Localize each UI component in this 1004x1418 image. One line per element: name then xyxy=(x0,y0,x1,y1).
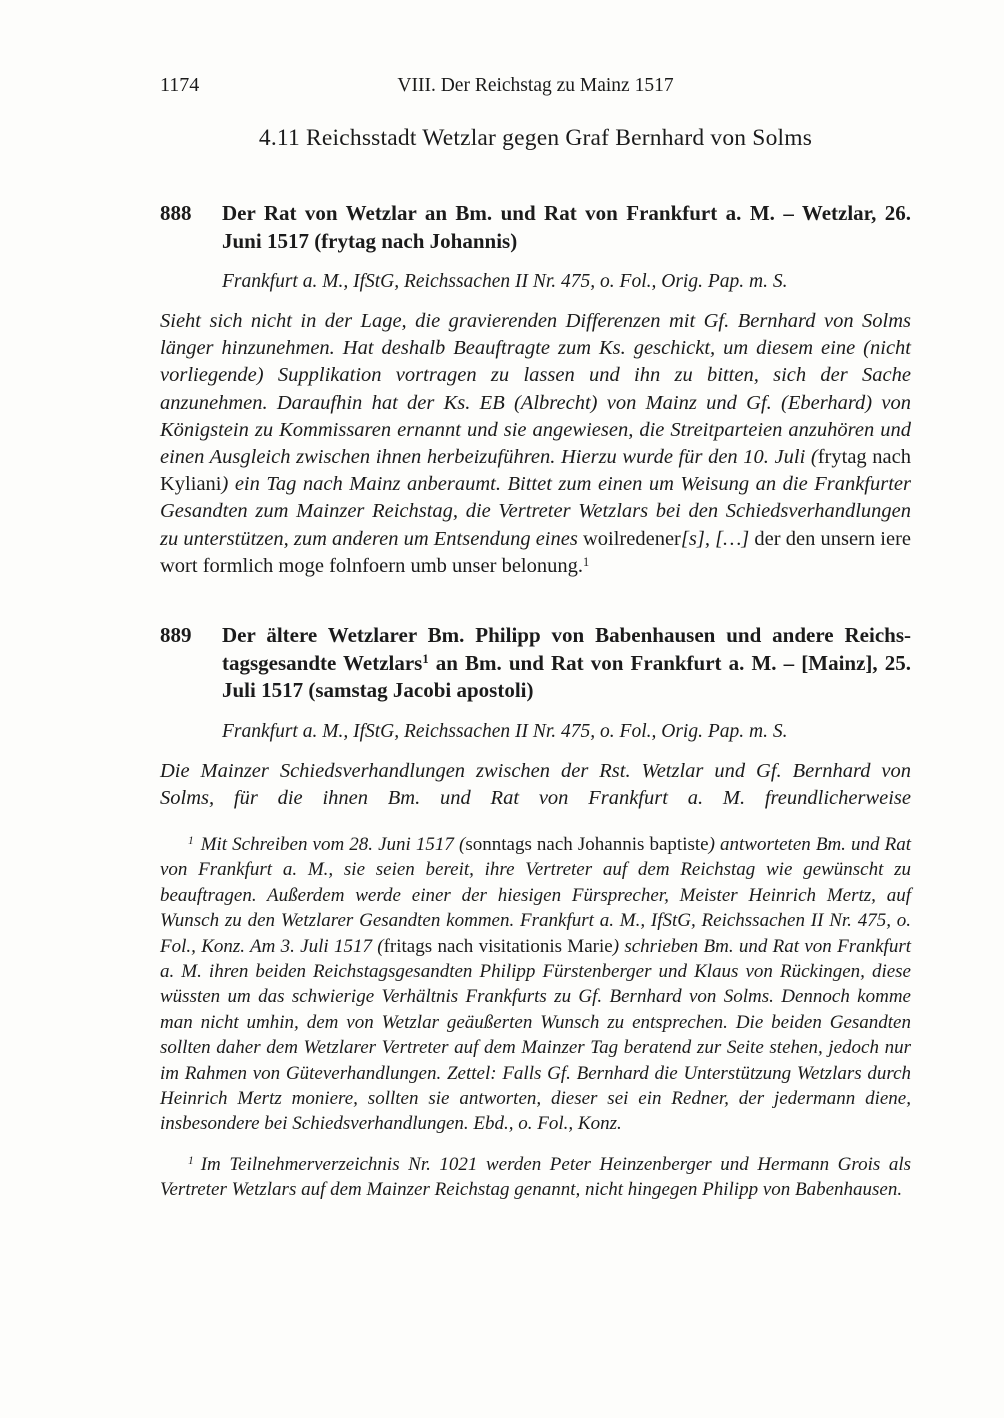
footnote-segment-italic: Im Teilnehmerverzeichnis Nr. 1021 werden Peter Heinzenberger und Hermann Grois als Vertreter Wetzlars auf dem Mainzer Reichstag genannt, nicht hingegen Philipp von Babenhausen. xyxy=(160,1153,911,1201)
footnote-reference-superscript: 1 xyxy=(422,652,429,667)
section-heading: 4.11 Reichsstadt Wetzlar gegen Graf Bernhard von Solms xyxy=(258,125,813,151)
entry-889-title-part1: Der ältere Wetzlarer Bm. Philipp von Babenhausen und andere Reichstagsgesandte Wetzlars xyxy=(222,623,911,675)
footnotes-block xyxy=(160,832,911,1203)
summary-quoted-word-roman: woilredener xyxy=(582,527,681,550)
page-number: 1174 xyxy=(160,74,200,96)
entry-889-heading xyxy=(160,622,911,705)
entry-888-number: 888 xyxy=(160,201,192,225)
footnote-segment-italic: Mit Schreiben vom 28. Juni 1517 ( xyxy=(200,833,466,855)
footnote-segment-italic: ) schrieben Bm. und Rat von Frankfurt a. M. ihren beiden Reichstagsgesandten Philipp Fürstenberger und Klaus von Rückingen, diese wüssten um das schwierige Verhältnis Frankfurts zu Gf. Bernhard von Solms. Dennoch komme man nicht umhin, dem von Wetzlar geäußerten Wunsch zu entsprechen. Die beiden Gesandten sollten daher dem Wetzlarer Vertreter auf dem Mainzer Tag beratend zur Seite stehen, jedoch nur im Rahmen von Güteverhandlungen. Zettel: Falls Gf. Bernhard die Unterstützung Wetzlars durch Heinrich Mertz moniere, sollten sie antworten, dieser sei ein Redner, der jedermann diene, insbesondere bei Schiedsverhandlungen. Ebd., o. Fol., Konz. xyxy=(160,935,911,1135)
summary-quoted-date-roman: frytag nach Kyliani xyxy=(160,446,911,496)
footnote-marker-superscript: 1 xyxy=(188,835,194,848)
page-header xyxy=(160,74,911,100)
footnote-marker-superscript: 1 xyxy=(188,1155,194,1168)
page-content xyxy=(160,0,911,1203)
summary-segment-italic: ) ein Tag nach Mainz anberaumt. Bittet zum einen um Weisung an die Frankfurter Gesandten zum Mainzer Reichstag, die Vertreter Wetzlars bei den Schiedsverhandlungen zu unterstützen, zum anderen um Entsendung eines xyxy=(160,473,911,550)
summary-segment-italic: Die Mainzer Schiedsverhandlungen zwischen der Rst. Wetzlar und Gf. Bernhard von Solms, für die ihnen Bm. und Rat von Frankfurt a. M. freundlicherweise xyxy=(160,759,911,809)
entry-889-summary xyxy=(160,758,911,812)
footnote-reference-superscript: 1 xyxy=(583,554,590,569)
summary-segment-italic: Sieht sich nicht in der Lage, die gravierenden Differenzen mit Gf. Bernhard von Solms länger hinzunehmen. Hat deshalb Beauftragte zum Ks. geschickt, um diesem eine (nicht vorliegende) Supplikation vortragen zu lassen und ihn zu bitten, sich der Sache anzunehmen. Daraufhin hat der Ks. EB (Albrecht) von Mainz und Gf. (Eberhard) von Königstein zu Kommissaren ernannt und sie angewiesen, die Streitparteien anzuhören und einen Ausgleich zwischen ihnen herbeizuführen. Hierzu wurde für den 10. Juli ( xyxy=(160,310,911,469)
entry-889-title xyxy=(222,622,911,705)
entry-888-source-line: Frankfurt a. M., IfStG, Reichssachen II Nr. 475, o. Fol., Orig. Pap. m. S. xyxy=(222,271,788,292)
footnote-date-gloss-roman: sonntags nach Johannis baptiste xyxy=(465,833,709,855)
summary-quoted-phrase-roman: der den unsern iere wort formlich moge folnfoern umb unser belonung. xyxy=(160,527,911,577)
entry-888-heading xyxy=(160,200,911,255)
entry-889-title-part2: an Bm. und Rat von Frankfurt a. M. – [Mainz], 25. Juli 1517 (samstag Jacobi apostoli) xyxy=(222,650,911,703)
footnote-date-gloss-roman: fritags nach visitationis Marie xyxy=(383,935,613,957)
entry-888 xyxy=(160,200,911,580)
summary-segment-italic: [s], […] xyxy=(680,527,755,550)
footnote-888-1 xyxy=(160,832,911,1137)
entry-889-number: 889 xyxy=(160,623,192,648)
entry-889 xyxy=(160,622,911,812)
footnote-889-1 xyxy=(160,1152,911,1203)
entry-889-source-line: Frankfurt a. M., IfStG, Reichssachen II Nr. 475, o. Fol., Orig. Pap. m. S. xyxy=(222,720,788,742)
footnote-segment-italic: ) antworteten Bm. und Rat von Frankfurt a. M., sie seien bereit, ihre Vertreter auf dem Reichstag wie gewünscht zu beauftragen. Außerdem werde einer der hiesigen Fürsprecher, Meister Heinrich Mertz, auf Wunsch zu den Wetzlarer Gesandten kommen. Frankfurt a. M., IfStG, Reichssachen II Nr. 475, o. Fol., Konz. Am 3. Juli 1517 ( xyxy=(160,833,911,957)
entry-888-title: Der Rat von Wetzlar an Bm. und Rat von Frankfurt a. M. – Wetzlar, 26. Juni 1517 (frytag nach Johannis) xyxy=(222,201,911,253)
entry-888-summary xyxy=(160,308,911,580)
running-header: VIII. Der Reichstag zu Mainz 1517 xyxy=(397,75,674,96)
